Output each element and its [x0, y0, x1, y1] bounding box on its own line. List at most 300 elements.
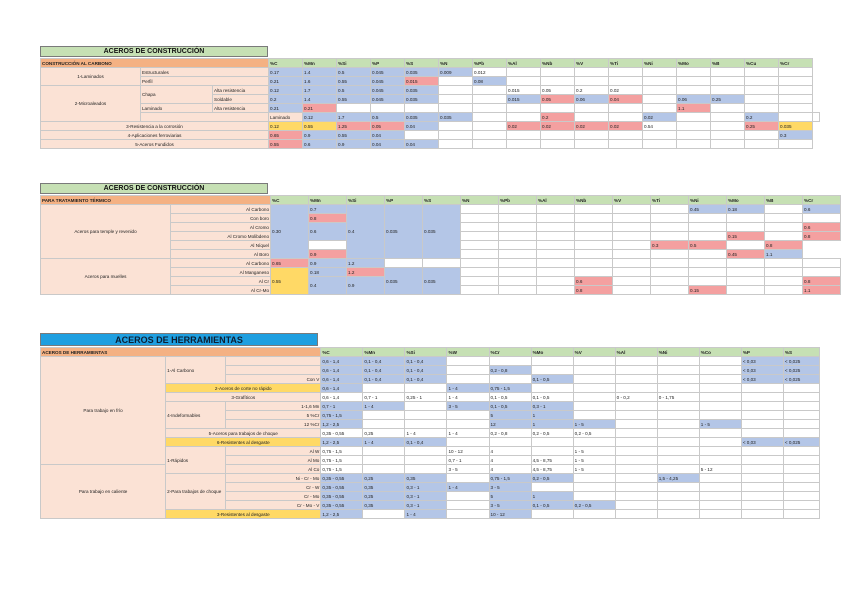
row-label: Laminado: [269, 113, 303, 122]
col-al: %Al: [507, 59, 541, 68]
cell: 0.045: [371, 95, 405, 104]
cell: 0,1 - 0,4: [405, 366, 447, 375]
cell: 0.55: [303, 122, 337, 131]
cell: 1: [531, 411, 573, 420]
table-row: [41, 259, 841, 268]
row-label: 1-1,6 Mn: [226, 402, 321, 411]
row-label: 1-Al Carbono: [166, 357, 226, 384]
cell: 0.6: [575, 277, 613, 286]
cell: 1: [531, 420, 573, 429]
cell: 1 - 4: [447, 393, 489, 402]
cell: 1.1: [803, 286, 841, 295]
cell: 0.15: [727, 232, 765, 241]
cell: 0.55: [337, 131, 371, 140]
block1-label: CONSTRUCCIÓN AL CARBONO: [41, 59, 269, 68]
row-label: [141, 113, 269, 122]
cell: 0.04: [609, 95, 643, 104]
row-label: 5-Aceros para trabajos de choque: [166, 429, 321, 438]
block3-title: ACEROS DE HERRAMIENTAS: [40, 333, 318, 346]
cell: 0.12: [269, 86, 303, 95]
col-v: %V: [613, 196, 651, 205]
row-label: Perfil: [141, 77, 269, 86]
cell: 0.045: [371, 68, 405, 77]
row-label: Ni - Cr - Mo: [226, 474, 321, 483]
cell: 0.55: [269, 140, 303, 149]
col-n: %N: [461, 196, 499, 205]
table-row: [41, 465, 820, 474]
col-p: %P: [741, 348, 783, 357]
block3-label: ACEROS DE HERRAMIENTAS: [41, 348, 321, 357]
cell: 1 - 5: [573, 465, 615, 474]
cell: 1 - 5: [573, 447, 615, 456]
table-row: [41, 113, 820, 122]
cell: 0.17: [269, 68, 303, 77]
cell: 0.6: [803, 205, 841, 214]
cell: 0.06: [677, 95, 711, 104]
cell: 0.18: [727, 205, 765, 214]
col-s: %S: [783, 348, 819, 357]
table-row: [41, 77, 820, 86]
cell: 0.45: [689, 205, 727, 214]
cell: < 0,03: [741, 357, 783, 366]
cell: < 0,025: [783, 438, 819, 447]
cell: 0.8: [803, 277, 841, 286]
col-ni: %Ni: [643, 59, 677, 68]
cell: 4: [489, 447, 531, 456]
cell: 0.009: [439, 68, 473, 77]
col-ti: %Ti: [609, 59, 643, 68]
cell: 0.08: [473, 77, 507, 86]
cell: 1 - 4: [405, 429, 447, 438]
group-label: 2-Microaleados: [41, 86, 141, 122]
col-p: %P: [371, 59, 405, 68]
row-label: 1-Rápidos: [166, 447, 226, 474]
group-label: Para trabajo en frío: [41, 357, 166, 465]
cell: 0,7 - 1: [447, 456, 489, 465]
cell: 0,7 - 1: [321, 402, 363, 411]
cell: 0.21: [269, 104, 303, 113]
col-v: %V: [573, 348, 615, 357]
cell: 4: [489, 456, 531, 465]
col-s: %S: [423, 196, 461, 205]
cell: < 0,03: [741, 375, 783, 384]
cell: 1 - 4: [447, 483, 489, 492]
cell: 0,2 - 0,5: [573, 501, 615, 510]
col-cr: %Cr: [803, 196, 841, 205]
row-label: 6-Resistentes al desgaste: [166, 438, 321, 447]
cell: 1.2: [347, 259, 385, 268]
cell: 0.04: [405, 122, 439, 131]
cell: 0.05: [371, 122, 405, 131]
cell: 0,35 - 0,55: [321, 429, 363, 438]
cell: 0,3 - 1: [405, 501, 447, 510]
cell: 0.12: [269, 122, 303, 131]
cell: 0,1 - 0,4: [363, 357, 405, 366]
block1-table: [40, 58, 820, 149]
cell: 0.035: [423, 268, 461, 295]
cell: 0.035: [405, 113, 439, 122]
cell: 0.2: [269, 95, 303, 104]
cell: 0.035: [405, 95, 439, 104]
cell: 0.04: [405, 140, 439, 149]
col-ti: %Ti: [651, 196, 689, 205]
row-label: Cr - Mo: [226, 492, 321, 501]
row-label: Cr - Mo - V: [226, 501, 321, 510]
cell: 0.9: [347, 277, 385, 295]
cell: 1 - 4: [447, 429, 489, 438]
row-label: Al Cromo: [171, 223, 271, 232]
cell: 0,6 - 1,4: [321, 375, 363, 384]
block2-table: [40, 195, 841, 295]
cell: 0.035: [385, 268, 423, 295]
cell: 0,25: [363, 429, 405, 438]
cell: 1 - 5: [573, 420, 615, 429]
row-label: Con V: [226, 375, 321, 384]
cell: < 0,03: [741, 366, 783, 375]
row-label: Con boro: [171, 214, 271, 223]
cell: 5: [489, 411, 531, 420]
row-label: Alta resistencia: [213, 86, 269, 95]
col-cr: %Cr: [489, 348, 531, 357]
cell: 0,6 - 1,4: [321, 366, 363, 375]
cell: < 0,025: [783, 357, 819, 366]
row-label: Al Carbono: [171, 259, 271, 268]
cell: 0,1 - 0,4: [363, 375, 405, 384]
cell: 1 - 4: [447, 384, 489, 393]
cell: 0,2 - 0,8: [489, 429, 531, 438]
cell: 0,1 - 0,5: [531, 393, 573, 402]
cell: 1: [531, 492, 573, 501]
col-mo: %Mo: [531, 348, 573, 357]
cell: 0.21: [303, 104, 337, 113]
cell: 0,35: [363, 501, 405, 510]
cell: 5: [489, 492, 531, 501]
cell: 0.015: [507, 86, 541, 95]
cell: 0,75 - 1,5: [321, 447, 363, 456]
cell: 0.65: [271, 259, 309, 268]
cell: 0.54: [643, 122, 677, 131]
cell: 4,5 - 8,75: [531, 456, 573, 465]
block2-title: ACEROS DE CONSTRUCCIÓN: [40, 183, 268, 194]
cell: 0,35 - 0,55: [321, 501, 363, 510]
cell: 0.5: [371, 113, 405, 122]
col-c: %C: [269, 59, 303, 68]
table-row: [41, 122, 820, 131]
cell: 12: [489, 420, 531, 429]
cell: 0,1 - 0,5: [489, 402, 531, 411]
group-label: 1-Laminados: [41, 68, 141, 86]
cell: 1 - 4: [405, 510, 447, 519]
cell: 1.1: [677, 104, 711, 113]
cell: 0 - 0,2: [615, 393, 657, 402]
cell: 0.7: [309, 205, 347, 214]
cell: 0,1 - 0,4: [363, 366, 405, 375]
col-c: %C: [321, 348, 363, 357]
cell: 0.2: [745, 113, 779, 122]
cell: 0.6: [303, 140, 337, 149]
col-mn: %Mn: [303, 59, 337, 68]
col-ni: %Ni: [689, 196, 727, 205]
cell: 0,35 - 0,55: [321, 492, 363, 501]
col-mn: %Mn: [363, 348, 405, 357]
cell: 0,25: [363, 492, 405, 501]
cell: 3 - 5: [447, 402, 489, 411]
cell: 0.9: [303, 131, 337, 140]
cell: 0.02: [609, 86, 643, 95]
cell: 0.02: [541, 122, 575, 131]
row-label: Alta resistencia: [213, 104, 269, 113]
cell: 0.035: [405, 68, 439, 77]
cell: 0.8: [575, 286, 613, 295]
group-label: 4-Aplicaciones ferroviarias: [41, 131, 269, 140]
col-mo: %Mo: [727, 196, 765, 205]
block1-title: ACEROS DE CONSTRUCCIÓN: [40, 46, 268, 57]
row-label: 12 %Cr: [226, 420, 321, 429]
cell: 4,5 - 8,75: [531, 465, 573, 474]
cell: 0,7 - 1: [363, 393, 405, 402]
cell: 0.045: [371, 86, 405, 95]
cell: 0.2: [575, 86, 609, 95]
table-row: [41, 68, 820, 77]
cell: < 0,025: [783, 366, 819, 375]
col-s: %S: [405, 59, 439, 68]
cell: 0.4: [309, 277, 347, 295]
col-ni: %Ni: [657, 348, 699, 357]
cell: 0,2 - 0,5: [573, 429, 615, 438]
block3-header-row: [41, 348, 820, 357]
row-label: Chapa: [141, 86, 213, 104]
block2-header-row: [41, 196, 841, 205]
cell: 0,1 - 0,4: [405, 438, 447, 447]
row-label: Al Mo: [226, 456, 321, 465]
cell: 0,1 - 0,5: [531, 375, 573, 384]
cell: 0,75 - 1,5: [321, 411, 363, 420]
col-cu: %Cu: [745, 59, 779, 68]
cell: 0.9: [309, 250, 347, 259]
col-p: %P: [385, 196, 423, 205]
cell: 0,35: [405, 474, 447, 483]
table-row: [41, 86, 820, 95]
row-label: Laminado: [141, 104, 213, 113]
table-row: [41, 104, 820, 113]
cell: 1.7: [303, 86, 337, 95]
cell: 0.18: [309, 268, 347, 277]
col-w: %W: [447, 348, 489, 357]
cell: 0.8: [803, 232, 841, 241]
cell: 0.02: [643, 113, 677, 122]
cell: 0,75 - 1,5: [489, 474, 531, 483]
cell: 0.5: [337, 68, 371, 77]
cell: 1.25: [337, 122, 371, 131]
table-row: [41, 357, 820, 366]
row-label: Al W: [226, 447, 321, 456]
col-mo: %Mo: [677, 59, 711, 68]
cell: 1.4: [303, 95, 337, 104]
cell: 0.30: [271, 205, 309, 259]
cell: 0.3: [651, 241, 689, 250]
col-nb: %Nb: [541, 59, 575, 68]
col-si: %Si: [337, 59, 371, 68]
cell: 0.15: [689, 286, 727, 295]
col-mn: %Mn: [309, 196, 347, 205]
cell: 1,2 - 2,5: [321, 420, 363, 429]
cell: 0.5: [689, 241, 727, 250]
cell: 0,1 - 0,4: [405, 357, 447, 366]
row-label: Al Cr-Mo: [171, 286, 271, 295]
cell: 0.015: [405, 77, 439, 86]
cell: 0,6 - 1,4: [321, 393, 363, 402]
row-label: Al Co: [226, 465, 321, 474]
col-n: %N: [439, 59, 473, 68]
cell: 0,1 - 0,5: [489, 393, 531, 402]
col-si: %Si: [405, 348, 447, 357]
cell: 0.55: [337, 77, 371, 86]
group-label: Aceros para muelles: [41, 259, 171, 295]
cell: 0.6: [803, 223, 841, 232]
cell: 0.8: [309, 214, 347, 223]
cell: 0,25: [363, 474, 405, 483]
cell: 1,5 - 4,25: [657, 474, 699, 483]
cell: 0,3 - 1: [405, 492, 447, 501]
cell: 0.65: [269, 131, 303, 140]
cell: 0,2 - 0,5: [531, 474, 573, 483]
cell: 0.55: [271, 268, 309, 295]
row-label: 3-Grafíticos: [166, 393, 321, 402]
row-label: Al Manganeso: [171, 268, 271, 277]
col-pb: %Pb: [499, 196, 537, 205]
cell: 1.4: [303, 68, 337, 77]
row-label: 4-Indeformables: [166, 402, 226, 429]
cell: 1,2 - 2,5: [321, 438, 363, 447]
cell: 0,35: [363, 483, 405, 492]
row-label: Al Boro: [171, 250, 271, 259]
cell: 0.035: [385, 205, 423, 259]
cell: 0 - 1,75: [657, 393, 699, 402]
cell: 3 - 5: [447, 465, 489, 474]
cell: 0.25: [745, 122, 779, 131]
cell: 0.02: [609, 122, 643, 131]
cell: 1 - 5: [699, 420, 741, 429]
cell: 0.05: [541, 95, 575, 104]
col-b: %B: [765, 196, 803, 205]
col-co: %Co: [699, 348, 741, 357]
cell: 1.1: [765, 250, 803, 259]
row-label: Estructurales: [141, 68, 269, 77]
col-si: %Si: [347, 196, 385, 205]
cell: 0.9: [337, 140, 371, 149]
col-c: %C: [271, 196, 309, 205]
block1-header-row: [41, 59, 820, 68]
cell: 0,1 - 0,4: [405, 375, 447, 384]
cell: 0.21: [269, 77, 303, 86]
col-al: %Al: [615, 348, 657, 357]
cell: 1 - 5: [573, 456, 615, 465]
col-v: %V: [575, 59, 609, 68]
cell: 0.035: [439, 113, 473, 122]
cell: 0.06: [575, 95, 609, 104]
cell: 0,75 - 1,5: [321, 465, 363, 474]
row-label: 3-Resistentes al desgaste: [166, 510, 321, 519]
cell: 0,75 - 1,5: [489, 384, 531, 393]
cell: 1.7: [337, 113, 371, 122]
group-label: Aceros para temple y revenido: [41, 205, 171, 259]
cell: 0.45: [727, 250, 765, 259]
cell: 3 - 5: [489, 501, 531, 510]
cell: 1,2 - 2,5: [321, 510, 363, 519]
cell: 0.12: [303, 113, 337, 122]
cell: 0.2: [541, 113, 575, 122]
cell: 0.015: [507, 95, 541, 104]
col-b: %B: [711, 59, 745, 68]
group-label: Para trabajo en caliente: [41, 465, 166, 519]
block3-table: [40, 347, 820, 519]
cell: 0.04: [371, 131, 405, 140]
cell: 10 - 12: [489, 510, 531, 519]
cell: 0.55: [337, 95, 371, 104]
cell: 3 - 5: [489, 483, 531, 492]
cell: 0.04: [371, 140, 405, 149]
cell: 0.8: [765, 241, 803, 250]
cell: 0.012: [473, 68, 507, 77]
group-label: 5-Aceros Fundidos: [41, 140, 269, 149]
cell: 1 - 4: [363, 438, 405, 447]
cell: 0.035: [423, 205, 461, 259]
row-label: [226, 366, 321, 375]
col-cr: %Cr: [779, 59, 813, 68]
group-label: 3-Resistencia a la corrosión: [41, 122, 269, 131]
cell: 1 - 4: [363, 402, 405, 411]
cell: 1.2: [347, 268, 385, 277]
cell: 0.3: [779, 131, 813, 140]
table-row: [41, 205, 841, 214]
cell: 0,2 - 0,8: [489, 366, 531, 375]
cell: 0.9: [309, 259, 347, 268]
cell: 0.25: [711, 95, 745, 104]
row-label: Cr - W: [226, 483, 321, 492]
cell: 0.05: [541, 86, 575, 95]
row-label: Al Cr: [171, 277, 271, 286]
cell: 0,75 - 1,5: [321, 456, 363, 465]
cell: 0,3 - 1: [405, 483, 447, 492]
cell: 0,35 - 0,55: [321, 474, 363, 483]
row-label: Al Cromo Molibdeno: [171, 232, 271, 241]
cell: 0.045: [371, 77, 405, 86]
row-label: 2-Aceros de corte no rápido: [166, 384, 321, 393]
cell: 0.02: [507, 122, 541, 131]
col-nb: %Nb: [575, 196, 613, 205]
cell: 5 - 12: [699, 465, 741, 474]
col-pb: %Pb: [473, 59, 507, 68]
cell: 0.02: [575, 122, 609, 131]
cell: 0.035: [779, 122, 813, 131]
col-al: %Al: [537, 196, 575, 205]
cell: 0,2 - 0,5: [531, 429, 573, 438]
row-label: Al Carbono: [171, 205, 271, 214]
cell: 0,6 - 1,4: [321, 384, 363, 393]
cell: 0,35 - 0,55: [321, 483, 363, 492]
table-row: [41, 140, 820, 149]
cell: 4: [489, 465, 531, 474]
cell: 0.6: [309, 223, 347, 241]
cell: 0.5: [337, 86, 371, 95]
cell: 0.4: [347, 205, 385, 259]
cell: 10 - 12: [447, 447, 489, 456]
cell: 0,1 - 0,5: [531, 501, 573, 510]
cell: 0,3 - 1: [531, 402, 573, 411]
cell: 0,25 - 1: [405, 393, 447, 402]
block2-label: PARA TRATAMIENTO TÉRMICO: [41, 196, 271, 205]
row-label: Soldable: [213, 95, 269, 104]
